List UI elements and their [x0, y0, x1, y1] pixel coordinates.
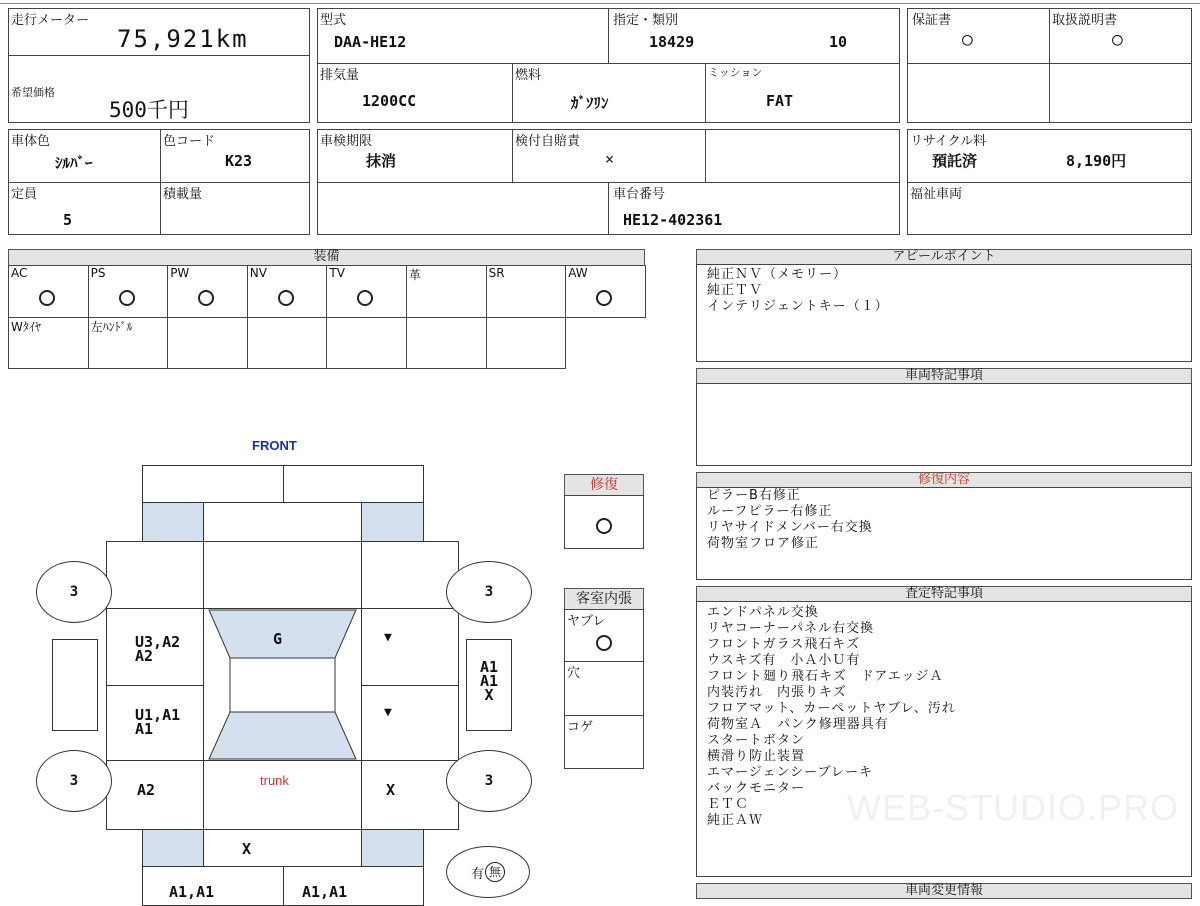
equipment-cell [247, 317, 328, 369]
interior-tear-circle [596, 635, 612, 651]
hood-front [203, 502, 362, 542]
spare-tire-indicator [446, 846, 530, 898]
left-front-door-text: U3,A2 A2 [135, 633, 181, 665]
rear-bumper [203, 829, 362, 867]
interior-tear [564, 609, 644, 662]
windshield [209, 610, 356, 658]
capacity-box [8, 182, 161, 235]
inspection-label: 車検期限 [320, 134, 373, 149]
welfare-label: 福祉車両 [910, 187, 963, 202]
tire-rear-left: 3 [36, 750, 112, 812]
manual-box [1049, 8, 1192, 123]
mission-value: FAT [766, 92, 794, 110]
mission-box [705, 63, 900, 123]
equipment-cell [88, 317, 169, 369]
chassis-label: 車台番号 [613, 187, 666, 202]
bottom-right-panel [283, 866, 424, 906]
appeal-box [696, 264, 1192, 362]
model-value: DAA-HE12 [334, 33, 407, 51]
model-box [317, 8, 609, 64]
left-rear-fender-text: A2 [137, 781, 156, 799]
right-front-door [361, 608, 459, 686]
tire-rear-right: 3 [446, 750, 532, 812]
rear-window [209, 712, 356, 759]
equipment-label: 革 [409, 268, 422, 282]
warranty-label: 保証書 [912, 13, 952, 28]
equipment-cell [406, 317, 487, 369]
body-color-value: ｼﾙﾊﾞｰ [55, 154, 93, 172]
recycle-box [907, 129, 1192, 183]
repair-details-header: 修復内容 [696, 472, 1192, 488]
insurance-box [512, 129, 706, 183]
equipment-cell [326, 317, 407, 369]
equipment-label: NV [249, 266, 267, 280]
front-bumper-right [283, 465, 424, 503]
equipment-label: PS [90, 266, 106, 280]
right-rear-door [361, 685, 459, 761]
mileage-label: 走行メーター [11, 13, 90, 28]
repair-box [564, 495, 644, 549]
left-mirror [52, 639, 98, 731]
interior-burn [564, 715, 644, 769]
repair-details-box [696, 487, 1192, 580]
equipment-check-circle [278, 290, 294, 306]
right-side-panel [466, 639, 512, 731]
bottom-right-text: A1,A1 [302, 883, 348, 901]
left-rear-door [106, 685, 204, 761]
recycle-label: リサイクル料 [910, 134, 987, 149]
interior-hole [564, 661, 644, 716]
designation-label: 指定・類別 [613, 13, 679, 28]
inspection-box [317, 129, 513, 183]
trunk-area [203, 760, 362, 830]
body-color-label: 車体色 [11, 134, 51, 149]
front-bumper-left [142, 465, 284, 503]
assessment-text: エンドパネル交換 リヤコーナーパネル右交換 フロントガラス飛石キズ ウスキズ有 小Ａ小Ｕ有 フロント廻り飛石キズ ドアエッジＡ 内装汚れ 内張りキズ フロアマット、カーペットヤブレ、汚れ 荷物室Ａ パンク修理器具有 スタートボタン 横滑り防止装置 エマージェンシーブレーキ バックモニター ＥＴＣ 純正ＡＷ [707, 605, 956, 828]
interior-header: 客室内張 [564, 588, 644, 610]
interior-burn-label: コゲ [567, 720, 594, 735]
right-rear-fender-text: X [386, 781, 396, 799]
equipment-label: SR [488, 266, 505, 280]
displacement-label: 排気量 [320, 68, 360, 83]
capacity-value: 5 [63, 211, 73, 229]
roof-diagram [203, 608, 362, 761]
trunk-label: trunk [260, 773, 289, 788]
insurance-label: 検付自賠責 [515, 134, 581, 149]
right-rear-fender [361, 760, 459, 830]
equipment-header: 装備 [8, 249, 645, 266]
repair-header: 修復 [564, 474, 644, 496]
warranty-value: ○ [962, 29, 973, 50]
load-box [160, 182, 310, 235]
welfare-box [907, 182, 1192, 235]
displacement-value: 1200CC [362, 92, 417, 110]
mileage-box [8, 8, 310, 56]
left-front-door [106, 608, 204, 686]
fuel-label: 燃料 [515, 68, 542, 83]
front-label: FRONT [252, 438, 297, 453]
assessment-header: 査定特記事項 [696, 586, 1192, 602]
model-label: 型式 [320, 13, 347, 28]
mileage-value: 75,921km [117, 25, 249, 53]
inspection-value: 抹消 [366, 152, 397, 170]
right-fender [361, 541, 459, 609]
watermark: WEB-STUDIO.PRO [847, 787, 1180, 828]
left-rear-door-text: U1,A1 A1 [135, 706, 181, 738]
fuel-value: ｶﾞｿﾘﾝ [571, 94, 609, 112]
spare-yes-label: 有 [470, 866, 484, 882]
interior-hole-label: 穴 [567, 666, 581, 681]
repair-circle [596, 518, 612, 534]
assessment-box [696, 601, 1192, 877]
appeal-text: 純正ＮＶ（メモリー） 純正ＴＶ インテリジェントキー（１） [707, 267, 889, 314]
rear-corner-right [361, 829, 424, 867]
warranty-box [907, 8, 1050, 123]
capacity-label: 定員 [11, 187, 38, 202]
equipment-check-circle [119, 290, 135, 306]
equipment-grid [8, 265, 645, 369]
bottom-left-panel [142, 866, 284, 906]
recycle-amount: 8,190円 [1066, 152, 1127, 170]
color-code-value: K23 [225, 152, 253, 170]
front-corner-right [361, 502, 424, 542]
vehicle-notes-box [696, 383, 1192, 466]
right-side-text: A1 A1 X [480, 658, 499, 704]
equipment-check-circle [357, 290, 373, 306]
vehicle-notes-header: 車両特記事項 [696, 368, 1192, 384]
displacement-box [317, 63, 513, 123]
equipment-cell [486, 265, 567, 318]
right-rear-door-text: ▼ [384, 705, 392, 720]
repair-details-text: ピラーB右修正 ルーフピラー右修正 リヤサイドメンバー右交換 荷物室フロア修正 [707, 488, 873, 551]
roof-label: G [273, 630, 283, 648]
price-label: 希望価格 [11, 86, 55, 99]
equipment-label: PW [170, 266, 190, 280]
right-front-door-text: ▼ [384, 630, 392, 645]
chassis-box [608, 182, 900, 235]
equipment-check-circle [198, 290, 214, 306]
interior-tear-label: ヤブレ [567, 614, 606, 629]
warranty-divider [907, 63, 1192, 64]
chassis-value: HE12-402361 [623, 211, 723, 229]
insurance-value: × [605, 150, 615, 168]
equipment-cell [167, 317, 248, 369]
equipment-cell [565, 265, 646, 318]
equipment-label: AC [11, 266, 28, 280]
equipment-label: TV [329, 266, 345, 280]
mission-label: ミッション [708, 66, 763, 79]
roof-panel [230, 658, 335, 712]
equipment-label: 左ﾊﾝﾄﾞﾙ [90, 320, 133, 334]
equipment-label: Wﾀｲﾔ [11, 320, 41, 334]
equipment-label: AW [568, 266, 588, 280]
equipment-cell [8, 265, 89, 318]
load-label: 積載量 [163, 187, 203, 202]
equipment-cell [486, 317, 567, 369]
price-box [8, 55, 310, 123]
left-rear-fender [106, 760, 204, 830]
designation-box [608, 8, 900, 64]
equipment-check-circle [39, 290, 55, 306]
insurance-extra-box [705, 129, 900, 183]
appeal-header: アピールポイント [696, 249, 1192, 265]
price-value: 500千円 [109, 98, 189, 122]
manual-value: ○ [1112, 29, 1123, 50]
equipment-cell [406, 265, 487, 318]
equipment-cell [8, 317, 89, 369]
body-color-box [8, 129, 161, 183]
equipment-check-circle [596, 290, 612, 306]
front-corner-left [142, 502, 204, 542]
rear-corner-left [142, 829, 204, 867]
tire-front-right: 3 [446, 561, 532, 623]
equipment-cell [326, 265, 407, 318]
vehicle-changes-header: 車両変更情報 [696, 883, 1192, 899]
fuel-box [512, 63, 706, 123]
interior-box [564, 609, 644, 769]
left-fender [106, 541, 204, 609]
manual-label: 取扱説明書 [1052, 13, 1118, 28]
bottom-left-text: A1,A1 [169, 883, 215, 901]
color-code-label: 色コード [163, 134, 216, 149]
rear-bumper-text: X [242, 840, 252, 858]
top-border [0, 0, 1200, 4]
equipment-cell [247, 265, 328, 318]
blank-box [317, 182, 609, 235]
recycle-status: 預託済 [932, 152, 978, 170]
spare-no-label: 無 [485, 862, 505, 882]
designation-value-1: 18429 [649, 33, 695, 51]
color-code-box [160, 129, 310, 183]
hood [203, 541, 362, 609]
designation-value-2: 10 [829, 33, 848, 51]
equipment-cell [88, 265, 169, 318]
tire-front-left: 3 [36, 561, 112, 623]
equipment-cell [167, 265, 248, 318]
